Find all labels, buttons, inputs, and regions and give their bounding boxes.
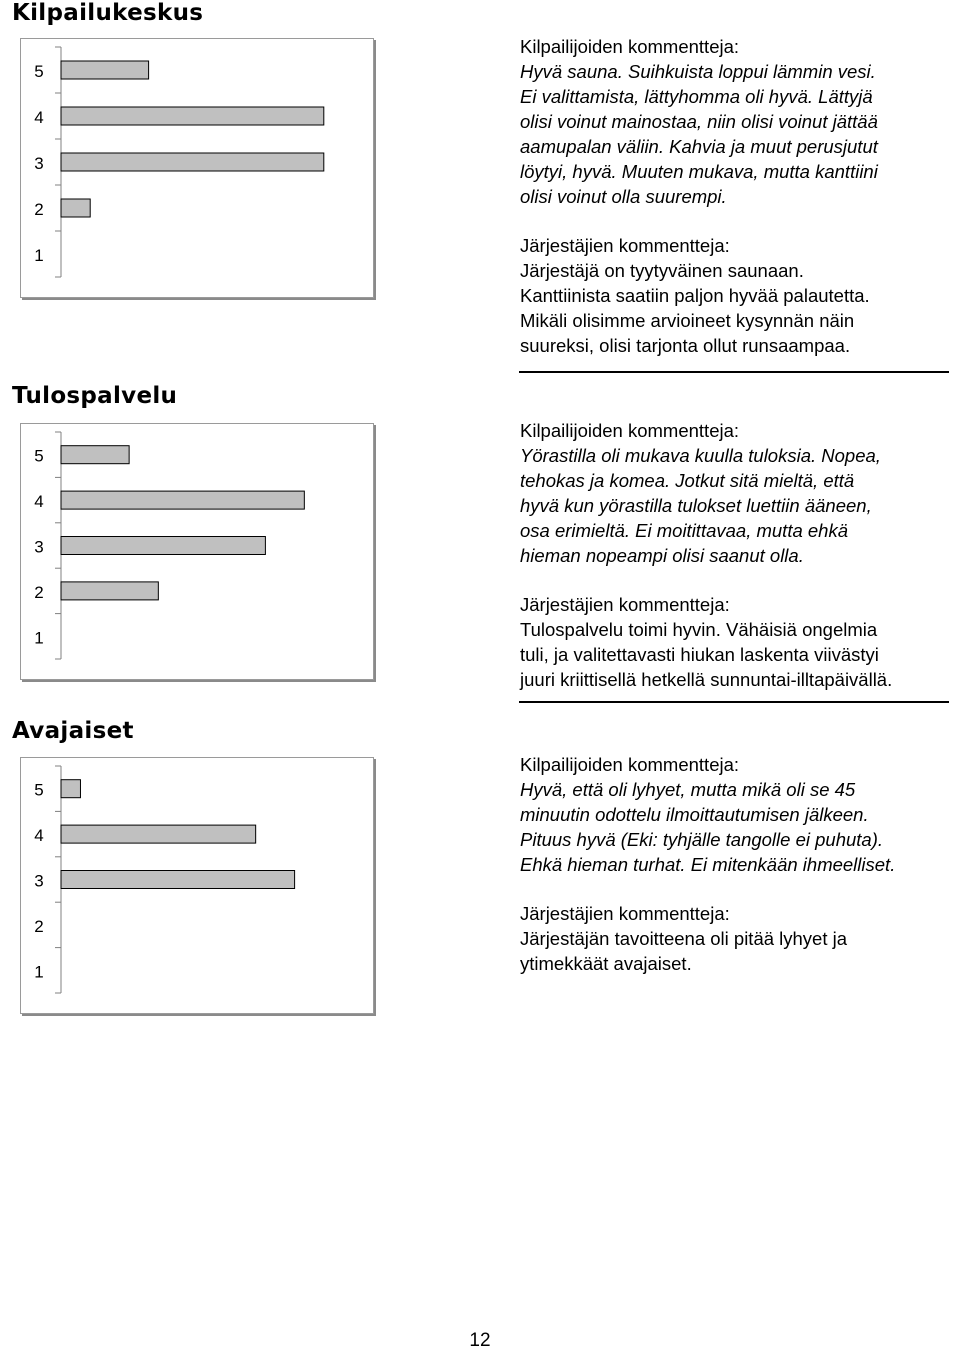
bar [61,537,265,555]
organizer-comment-line: Järjestäjä on tyytyväinen saunaan. [520,260,804,281]
chart-avajaiset [20,757,374,1014]
organizer-comment-line: ytimekkäät avajaiset. [520,953,692,974]
section-divider [519,371,949,373]
tick-label: 2 [34,916,44,936]
comments-avajaiset [520,752,960,976]
competitor-comments-heading: Kilpailijoiden kommentteja: [520,420,740,441]
tick-label: 3 [34,154,44,173]
tick-label: 1 [34,962,44,982]
organizer-comment-line: juuri kriittisellä hetkellä sunnuntai-illtapäivällä. [520,669,893,690]
organizer-comment-line: Kanttiinista saatiin paljon hyvää palautetta. [520,285,870,306]
chart-tulospalvelu [20,423,374,680]
chart-kilpailukeskus [20,38,374,298]
bar [61,61,149,79]
competitor-comment-line: löytyi, hyvä. Muuten mukava, mutta kanttiini [520,161,878,182]
tick-label: 1 [34,246,44,265]
bar [61,491,304,509]
tick-label: 5 [34,446,44,466]
bar [61,582,158,600]
organizer-comments-heading: Järjestäjien kommentteja: [520,235,730,256]
competitor-comment-line: Ehkä hieman turhat. Ei mitenkään ihmeelliset. [520,854,896,875]
bar [61,825,256,843]
organizer-comments-heading: Järjestäjien kommentteja: [520,594,730,615]
chart-tulospalvelu-svg [21,424,373,679]
competitor-comment-line: osa erimieltä. Ei moitittavaa, mutta ehkä [520,520,849,541]
competitor-comment-line: Hyvä sauna. Suihkuista loppui lämmin vesi. [520,61,876,82]
competitor-comment-line: hieman nopeampi olisi saanut olla. [520,545,804,566]
bar [61,153,324,171]
tick-label: 5 [34,780,44,800]
competitor-comment-line: olisi voinut olla suurempi. [520,186,727,207]
organizer-comment-line: Tulospalvelu toimi hyvin. Vähäisiä ongelmia [520,619,878,640]
tick-label: 4 [34,108,44,127]
bar [61,107,324,125]
tick-label: 5 [34,62,44,81]
bar [61,780,80,798]
competitor-comment-line: Yörastilla oli mukava kuulla tuloksia. Nopea, [520,445,881,466]
tick-label: 3 [34,537,44,557]
section-divider [519,701,949,703]
section-title-kilpailukeskus: Kilpailukeskus [12,0,204,26]
page-number: 12 [469,1330,491,1351]
tick-label: 4 [34,826,44,846]
competitor-comment-line: Ei valittamista, lättyhomma oli hyvä. Lättyjä [520,86,873,107]
organizer-comment-line: Järjestäjän tavoitteena oli pitää lyhyet ja [520,928,848,949]
bar [61,871,295,889]
tick-label: 4 [34,492,44,512]
competitor-comment-line: aamupalan väliin. Kahvia ja muut perusjutut [520,136,878,157]
organizer-comment-line: Mikäli olisimme arvioineet kysynnän näin [520,310,855,331]
bar [61,446,129,464]
bar [61,199,90,217]
competitor-comment-line: minuutin odottelu ilmoittautumisen jälkeen. [520,804,869,825]
competitor-comment-line: Hyvä, että oli lyhyet, mutta mikä oli se 45 [520,779,856,800]
tick-label: 2 [34,582,44,602]
competitor-comment-line: tehokas ja komea. Jotkut sitä mieltä, että [520,470,855,491]
chart-avajaiset-svg [21,758,373,1013]
competitor-comment-line: hyvä kun yörastilla tulokset luettiin ääneen, [520,495,872,516]
organizer-comment-line: suureksi, olisi tarjonta ollut runsaampaa. [520,335,851,356]
competitor-comment-line: Pituus hyvä (Eki: tyhjälle tangolle ei puhuta). [520,829,884,850]
section-title-avajaiset: Avajaiset [12,718,134,744]
competitor-comment-line: olisi voinut mainostaa, niin olisi voinut jättää [520,111,878,132]
comments-kilpailukeskus [520,34,960,358]
tick-label: 3 [34,871,44,891]
chart-kilpailukeskus-svg [21,39,373,297]
section-title-tulospalvelu: Tulospalvelu [12,383,178,409]
tick-label: 2 [34,200,44,219]
tick-label: 1 [34,628,44,648]
organizer-comments-heading: Järjestäjien kommentteja: [520,903,730,924]
organizer-comment-line: tuli, ja valitettavasti hiukan laskenta viivästyi [520,644,879,665]
comments-tulospalvelu [520,418,960,692]
competitor-comments-heading: Kilpailijoiden kommentteja: [520,754,740,775]
competitor-comments-heading: Kilpailijoiden kommentteja: [520,36,740,57]
